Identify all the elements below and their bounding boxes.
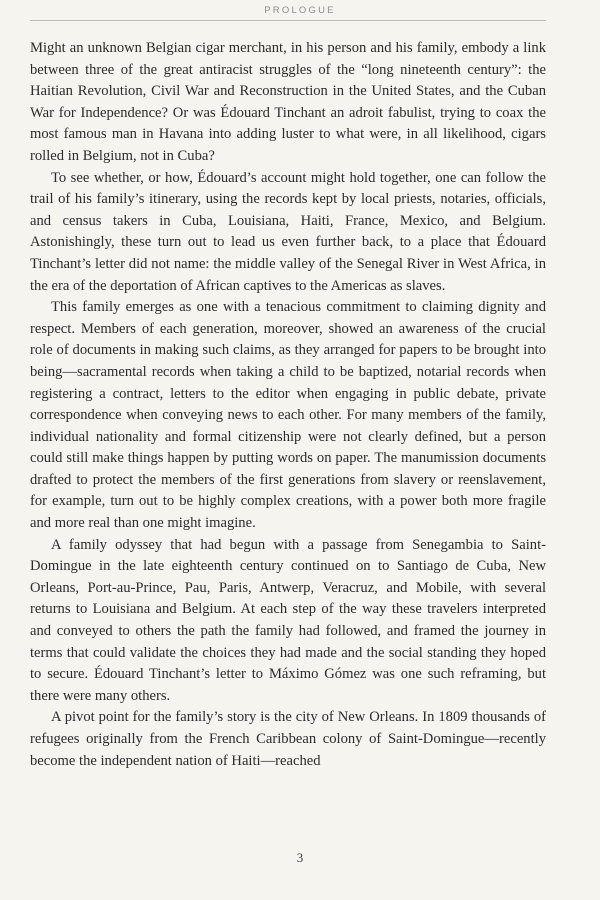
paragraph-4: A family odyssey that had begun with a passage from Senegambia to Saint-Domingue in the late eighteenth century continued on to Santiago de Cuba, New Orleans, Port-au-Prince, Pau, Paris, Antwerp, Veracruz, and Mobile, with several returns to Louisiana and Belgium. At each step of the way these travelers interpreted and conveyed to others the path the family had followed, and framed the journey in terms that could validate the choices they had made and the social standing they hoped to secure. Édouard Tinchant’s letter to Máximo Gómez was one such reframing, but there were many others.: [30, 536, 546, 704]
body-text: [30, 38, 546, 772]
paragraph-1: Might an unknown Belgian cigar merchant, in his person and his family, embody a link between three of the great antiracist struggles of the “long nineteenth century”: the Haitian Revolution, Civil War and Reconstruction in the United States, and the Cuban War for Independence? Or was Édouard Tinchant an adroit fabulist, trying to coax the most famous man in Havana into adding luster to what were, in all likelihood, cigars rolled in Belgium, not in Cuba?: [30, 40, 546, 164]
paragraph-3: This family emerges as one with a tenacious commitment to claiming dignity and respect. Members of each generation, moreover, showed an awareness of the crucial role of documents in making such claims, as they arranged for papers to be brought into being—sacramental records when taking a child to be baptized, notarial records when registering a contract, letters to the editor when engaging in public debate, private correspondence when conveying news to each other. For many members of the family, individual nationality and formal citizenship were not clearly defined, but a person could still make things happen by putting words on paper. The manumission documents drafted to protect the members of the first generations from slavery or reenslavement, for example, turn out to be highly complex creations, with a power both more fragile and more real than one might imagine.: [30, 299, 546, 532]
paragraph-2: To see whether, or how, Édouard’s account might hold together, one can follow the trail of his family’s itinerary, using the records kept by local priests, notaries, officials, and census takers in Cuba, Louisiana, Haiti, France, Mexico, and Belgium. Astonishingly, these turn out to lead us even further back, to a place that Édouard Tinchant’s letter did not name: the middle valley of the Senegal River in West Africa, in the era of the deportation of African captives to the Americas as slaves.: [30, 169, 546, 294]
page-number: 3: [296, 850, 304, 865]
running-head: PROLOGUE: [264, 5, 336, 16]
header-rule: [30, 20, 546, 21]
paragraph-5: A pivot point for the family’s story is the city of New Orleans. In 1809 thousands of refugees originally from the French Caribbean colony of Saint-Domingue—recently become the independent nation of Haiti—reached: [30, 709, 546, 769]
